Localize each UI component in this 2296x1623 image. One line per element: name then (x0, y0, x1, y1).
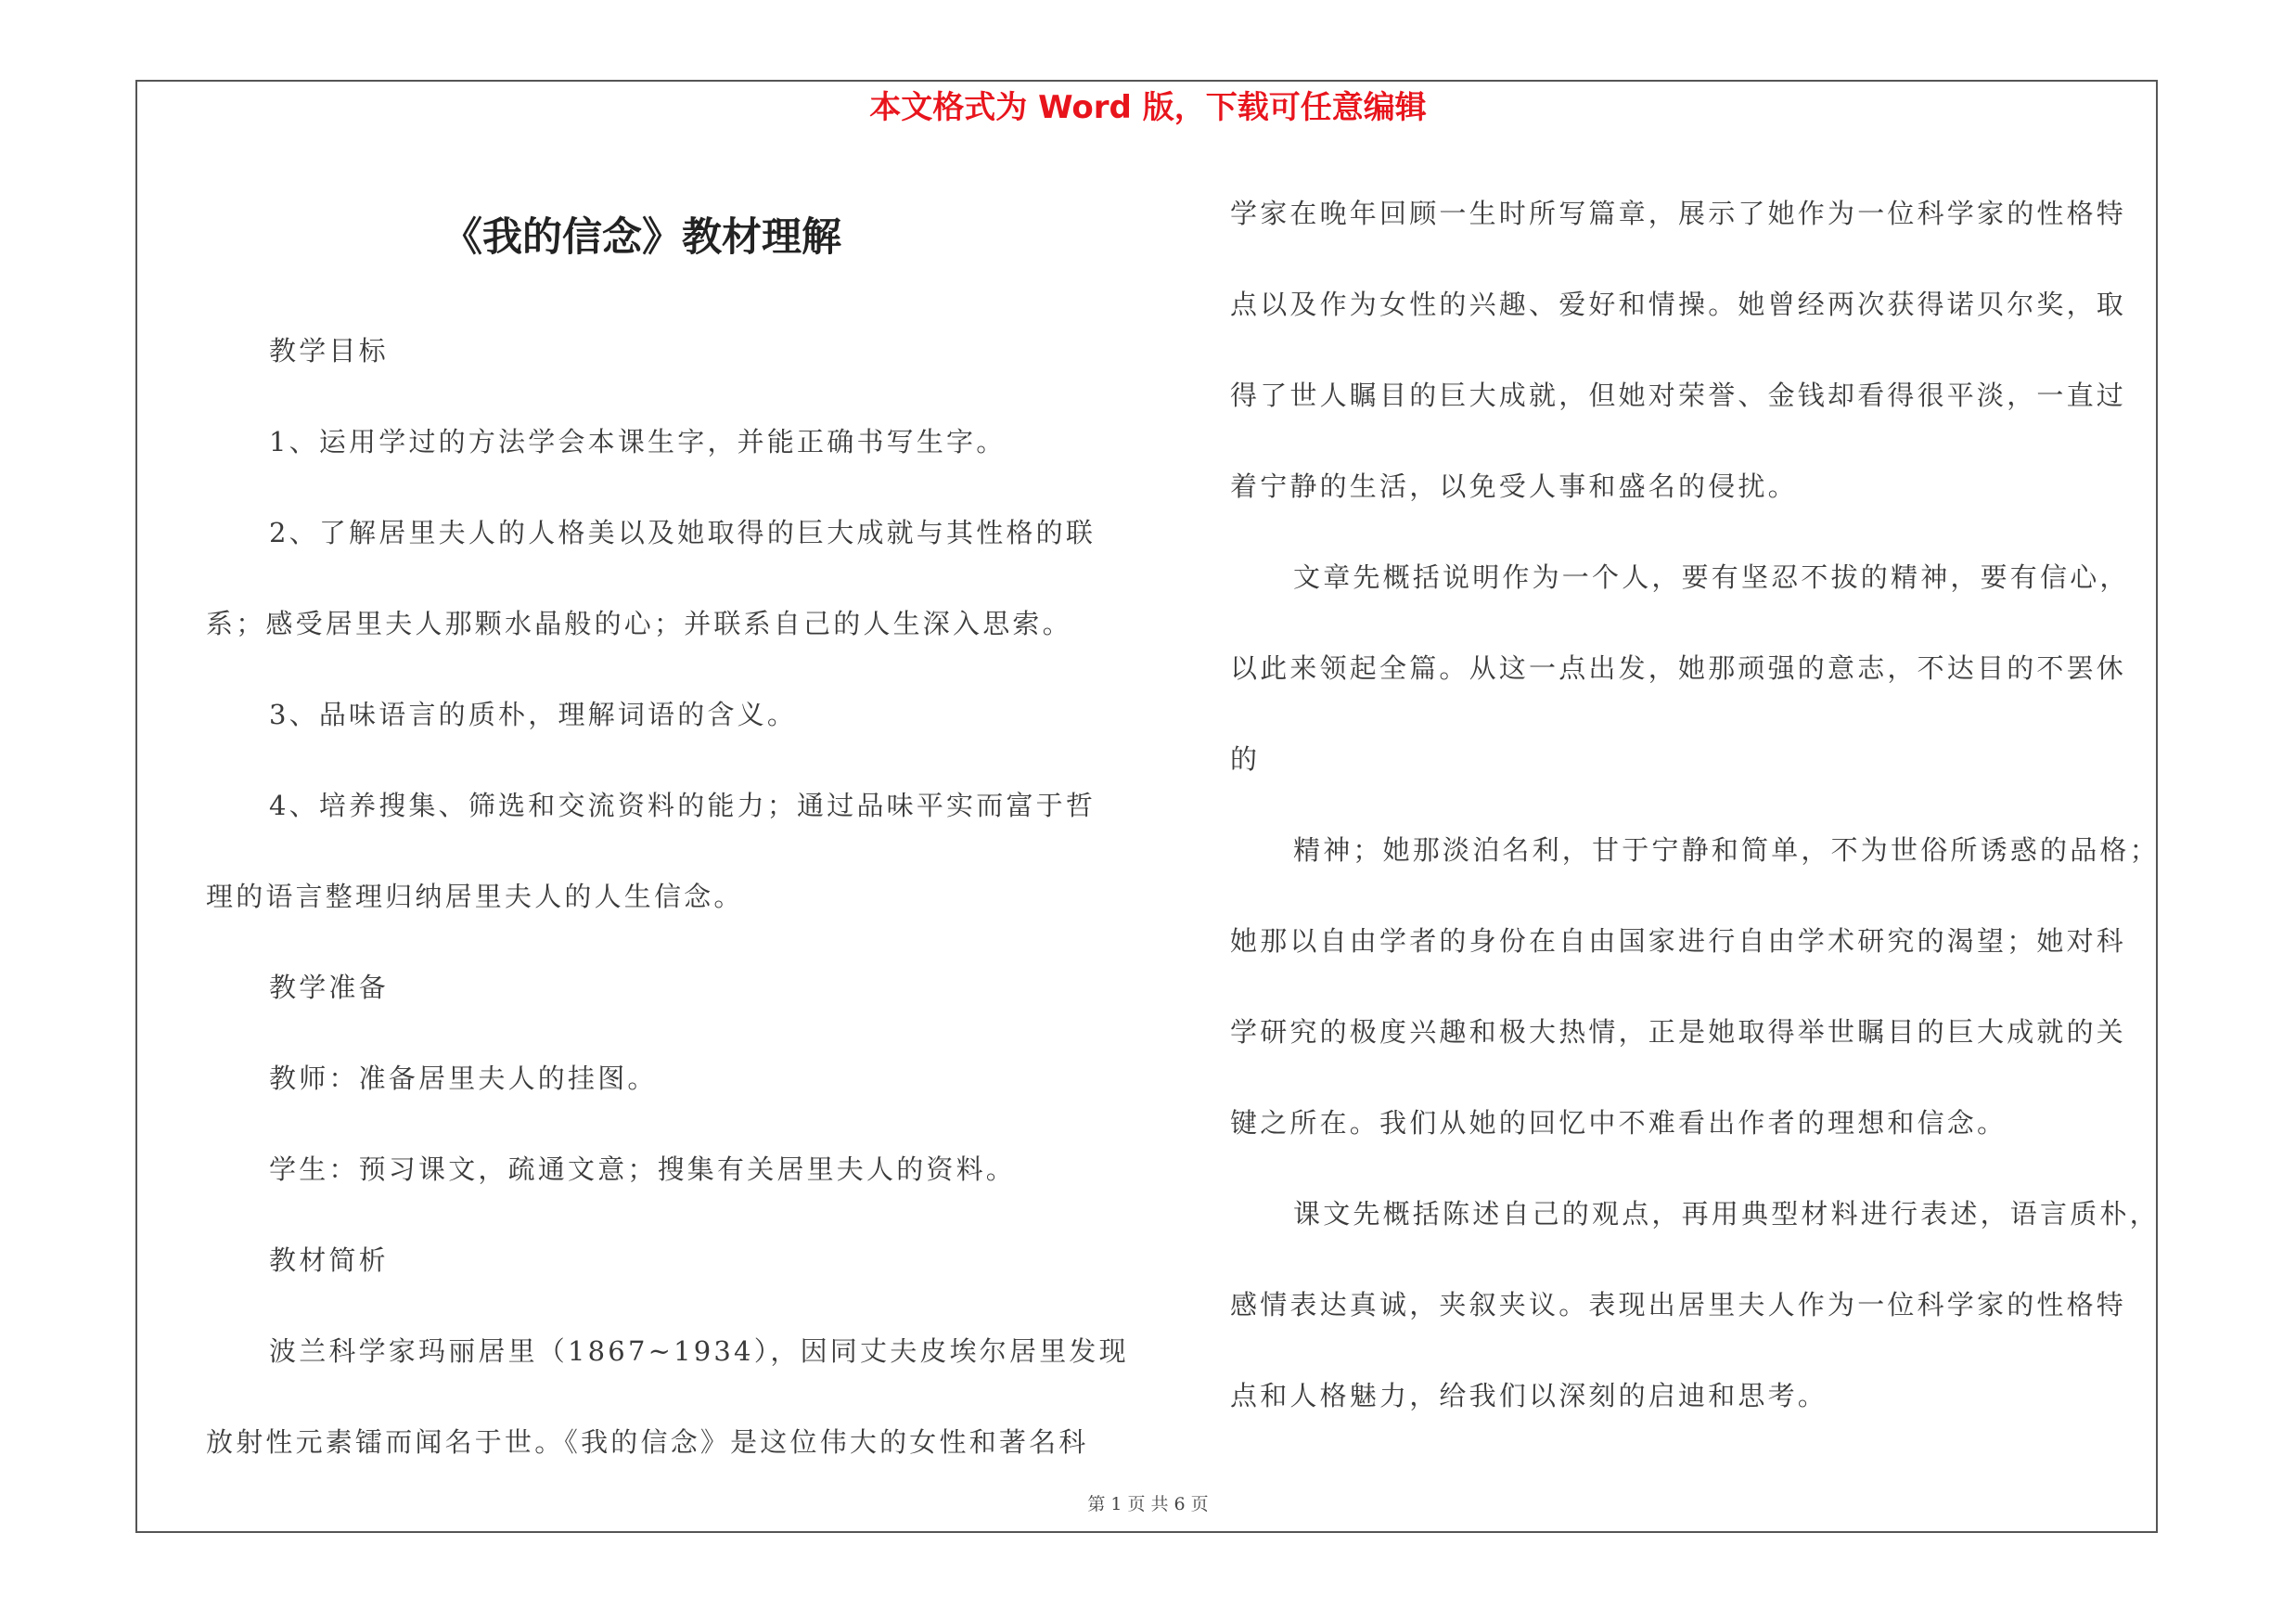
right-line: 精神；她那淡泊名利，甘于宁静和简单，不为世俗所诱惑的品格； (1293, 834, 2160, 866)
right-line: 文章先概括说明作为一个人，要有坚忍不拔的精神，要有信心， (1293, 561, 2130, 593)
left-line: 放射性元素镭而闻名于世。《我的信念》是这位伟大的女性和著名科 (206, 1426, 1089, 1458)
right-line: 点以及作为女性的兴趣、爱好和情操。她曾经两次获得诺贝尔奖，取 (1230, 289, 2127, 320)
right-line: 的 (1230, 743, 1261, 775)
left-line: 教学目标 (269, 335, 389, 367)
left-line: 教材简析 (269, 1244, 389, 1276)
right-line: 键之所在。我们从她的回忆中不难看出作者的理想和信念。 (1230, 1107, 2007, 1139)
left-line: 2、了解居里夫人的人格美以及她取得的巨大成就与其性格的联 (269, 517, 1097, 548)
left-line: 教学准备 (269, 972, 389, 1003)
right-line: 感情表达真诚，夹叙夹议。表现出居里夫人作为一位科学家的性格特 (1230, 1289, 2127, 1320)
right-line: 着宁静的生活，以免受人事和盛名的侵扰。 (1230, 470, 1798, 502)
right-line: 得了世人瞩目的巨大成就，但她对荣誉、金钱却看得很平淡，一直过 (1230, 380, 2127, 411)
right-line: 以此来领起全篇。从这一点出发，她那顽强的意志，不达目的不罢休 (1230, 652, 2127, 684)
document-title: 《我的信念》教材理解 (443, 214, 841, 261)
right-line: 学家在晚年回顾一生时所写篇章，展示了她作为一位科学家的性格特 (1230, 198, 2127, 229)
left-line: 教师：准备居里夫人的挂图。 (269, 1063, 658, 1094)
left-line: 系；感受居里夫人那颗水晶般的心；并联系自己的人生深入思索。 (206, 608, 1072, 639)
right-line: 学研究的极度兴趣和极大热情，正是她取得举世瞩目的巨大成就的关 (1230, 1016, 2127, 1048)
right-line: 她那以自由学者的身份在自由国家进行自由学术研究的渴望；她对科 (1230, 925, 2127, 957)
left-line: 学生：预习课文，疏通文意；搜集有关居里夫人的资料。 (269, 1153, 1017, 1185)
format-banner: 本文格式为 Word 版，下载可任意编辑 (869, 89, 1427, 126)
left-line: 波兰科学家玛丽居里（1867~1934），因同丈夫皮埃尔居里发现 (269, 1335, 1129, 1367)
right-line: 点和人格魅力，给我们以深刻的启迪和思考。 (1230, 1380, 1828, 1411)
left-line: 3、品味语言的质朴，理解词语的含义。 (269, 699, 798, 730)
left-line: 4、培养搜集、筛选和交流资料的能力；通过品味平实而富于哲 (269, 790, 1097, 821)
page-number: 第 1 页 共 6 页 (1087, 1494, 1209, 1514)
right-line: 课文先概括陈述自己的观点，再用典型材料进行表述，语言质朴， (1293, 1198, 2160, 1230)
left-line: 1、运用学过的方法学会本课生字，并能正确书写生字。 (269, 426, 1007, 457)
left-line: 理的语言整理归纳居里夫人的人生信念。 (206, 881, 744, 912)
